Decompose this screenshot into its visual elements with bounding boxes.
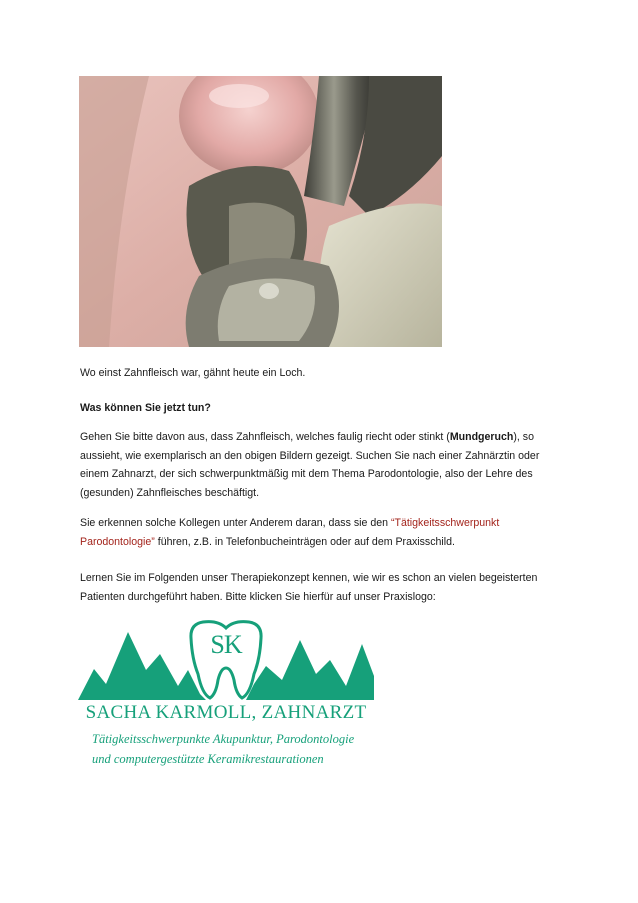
paragraph-therapiekonzept: Lernen Sie im Folgenden unser Therapiekonzept kennen, wie wir es schon an vielen begeisterten Patienten durchgeführt haben. Bitte klicken Sie hierfür auf unser Praxislogo:: [80, 572, 538, 603]
paragraph-kollegen: [80, 514, 560, 551]
logo-name: SACHA KARMOLL, ZAHNARZT: [85, 702, 367, 723]
highlighted-term: “Tätigkeitsschwerpunkt Parodontologie”: [80, 517, 500, 548]
practice-logo[interactable]: [78, 614, 374, 774]
paragraph-text: Sie erkennen solche Kollegen unter Anderem daran, dass sie den: [80, 517, 391, 529]
dental-photo: [79, 76, 442, 347]
question-heading: Was können Sie jetzt tun?: [80, 402, 211, 414]
paragraph-text: führen, z.B. in Telefonbucheinträgen oder auf dem Praxisschild.: [154, 535, 455, 548]
paragraph-mundgeruch: [80, 428, 560, 502]
photo-caption: Wo einst Zahnfleisch war, gähnt heute ein Loch.: [80, 367, 306, 379]
bold-term: Mundgeruch: [449, 431, 514, 443]
paragraph-text: Gehen Sie bitte davon aus, dass Zahnfleisch, welches faulig riecht oder stinkt (: [80, 431, 450, 443]
logo-tagline-1: Tätigkeitsschwerpunkte Akupunktur, Parodontologie: [92, 732, 355, 746]
dental-gum-photo-icon: [79, 76, 442, 347]
paragraph-text: ), so aussieht, wie exemplarisch an den obigen Bildern gezeigt. Suchen Sie nach einer Zahnärztin oder einem Zahnarzt, der sich schwerpunktmäßig mit dem Thema Parodontologie, also der Lehre des (gesunden) Zahnfleisches beschäftigt.: [80, 431, 540, 499]
logo-monogram: SK: [210, 630, 242, 659]
logo-tagline-2: und computergestützte Keramikrestaurationen: [92, 752, 324, 766]
